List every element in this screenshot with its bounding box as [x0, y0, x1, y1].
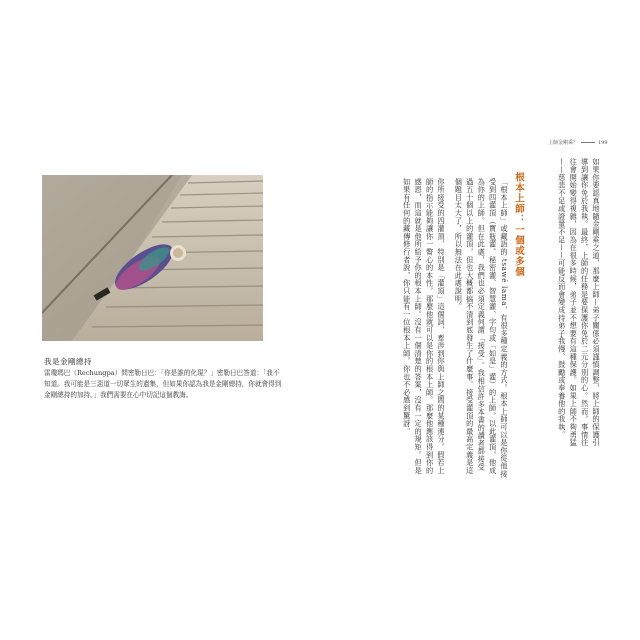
photo-person-on-stairs-icon: [42, 175, 263, 341]
intro-paragraph: [526, 158, 602, 448]
body-paragraph-2: 你所接受的四灌頂，特別是「灌頂」這個詞，牽涉到你與上師之間的某種連分。假若上師的指示能夠讓你一瞥心的本性，那麼他就可以是你的根本上師。那麼他應該得到你的感恩，而這就是他所給予你的根本上師。沒有一個清楚的答案，沒有一定的規矩。但是如果有任何的藏傳修行者說，你只能有一位根本上師，你也不必感到驚訝。: [402, 178, 446, 475]
running-head: [548, 139, 608, 146]
running-head-title: 上師金剛乘？: [548, 140, 579, 146]
intro-text: 如果你要認真地隨金剛乘之道，那麼上師—弟子關係必須謹慎調整，將上師的保護引導到讓你免於我執。最終，上師的任務是要保護你免於二元分別的心。然而，事情往往會開始變得複雜，因為在很多時候，弟子並不想要有這種保護。如果上師不夠勇猛——慈悲不足或證量不足——可能反而會變成持弟子我慢、鼓勵或奉養他的我執。: [557, 158, 601, 447]
section-heading: 根本上師：一個或多個: [513, 172, 524, 277]
caption-body: [44, 368, 284, 401]
caption-title: 我是金剛總持: [44, 357, 92, 366]
page-number: 199: [598, 140, 608, 146]
body-paragraph-1: 「根本上師」或藏語的 tsawé lama，有很多種定義的方式。根本上師可以是你從他接受到四灌頂（寶瓶灌、秘密灌、智慧灌、字句或「如是」灌）的上師，以此灌頂，他成為你的上師。但在此處，我們也必須定義何謂「接受」。我相信許多本書的讀者都接受過五十個以上的灌頂，但也大概都搞不清到底發生了什麼事。接受灌頂的最高定義是這個題目太大了，所以無法在此處說明。: [454, 178, 509, 478]
header-rule: [581, 142, 595, 143]
stairs-photo: [42, 175, 263, 341]
caption-text: 雷瓊瑪巴（Rechungpa）問密勒日巴：「你是誰的化現？」密勒日巴答道：「我不知道。我可能是三惡道一切眾生的遺集，但如果你認為我是金剛總持，你就會得到金剛總持的加持。」我們需要在心中切記這個教誨。: [44, 369, 282, 399]
body-text: [372, 178, 510, 478]
